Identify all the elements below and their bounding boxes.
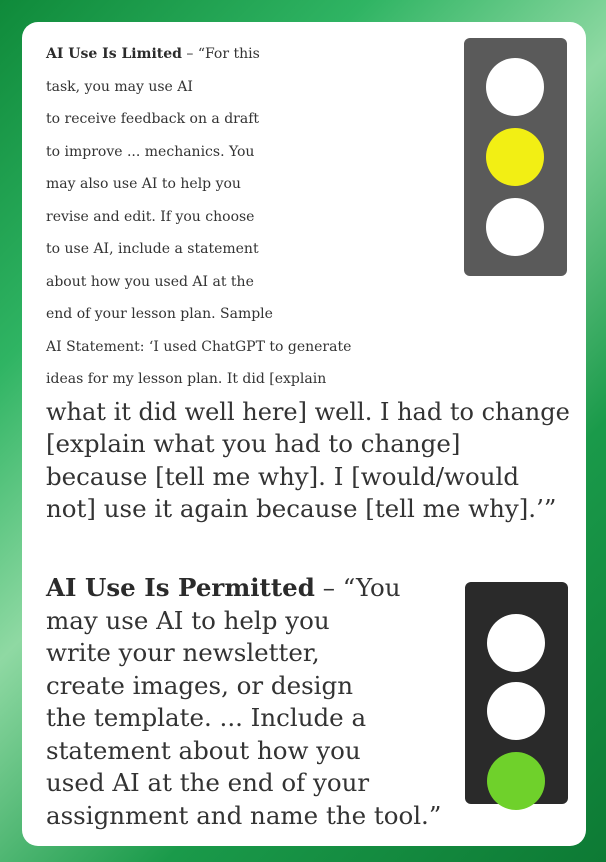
ai-limited-heading: AI Use Is Limited [46, 46, 182, 62]
ai-limited-line: ideas for my lesson plan. It did [explain [46, 371, 327, 387]
ai-limited-line: because [tell me why]. I [would/would [46, 461, 520, 491]
ai-limited-line: [explain what you had to change] [46, 429, 461, 458]
ai-limited-line: revise and edit. If you choose [46, 208, 255, 225]
traffic-light-yellow-icon [464, 38, 567, 276]
ai-permitted-line: create images, or design [46, 670, 353, 700]
ai-permitted-line: may use AI to help you [46, 605, 330, 635]
traffic-light-lamp-top-off [486, 58, 544, 116]
traffic-light-lamp-middle-off [487, 682, 545, 740]
ai-limited-line: end of your lesson plan. Sample [46, 306, 273, 322]
ai-limited-line: to improve ... mechanics. You [46, 143, 255, 160]
guidelines-card [22, 22, 586, 846]
traffic-light-green-icon [465, 582, 568, 804]
ai-permitted-line: used AI at the end of your [46, 768, 370, 797]
ai-limited-line: to use AI, include a statement [46, 241, 259, 257]
ai-permitted-line: the template. ... Include a [46, 703, 367, 732]
traffic-light-lamp-bottom-off [486, 198, 544, 256]
ai-permitted-line: statement about how you [46, 735, 361, 765]
ai-limited-line: task, you may use AI [46, 78, 193, 95]
ai-limited-line: not] use it again because [tell me why].’” [46, 494, 557, 523]
ai-limited-line: may also use AI to help you [46, 176, 241, 192]
traffic-light-lamp-bottom-green [487, 752, 545, 810]
ai-permitted-heading: AI Use Is Permitted [46, 573, 315, 602]
ai-permitted-section [46, 572, 441, 832]
ai-permitted-line: assignment and name the tool.” [46, 800, 442, 830]
traffic-light-lamp-middle-yellow [486, 128, 544, 186]
traffic-light-lamp-top-off [487, 614, 545, 672]
ai-limited-line: about how you used AI at the [46, 273, 254, 290]
ai-permitted-line: write your newsletter, [46, 638, 320, 667]
ai-permitted-first-line [46, 572, 441, 605]
ai-limited-line: what it did well here] well. I had to change [46, 397, 570, 426]
ai-permitted-first-line-text: – “You [314, 573, 401, 602]
ai-limited-first-line-text: – “For this [181, 46, 260, 62]
ai-limited-line: to receive feedback on a draft [46, 111, 260, 127]
ai-limited-line: AI Statement: ‘I used ChatGPT to generate [46, 338, 352, 355]
